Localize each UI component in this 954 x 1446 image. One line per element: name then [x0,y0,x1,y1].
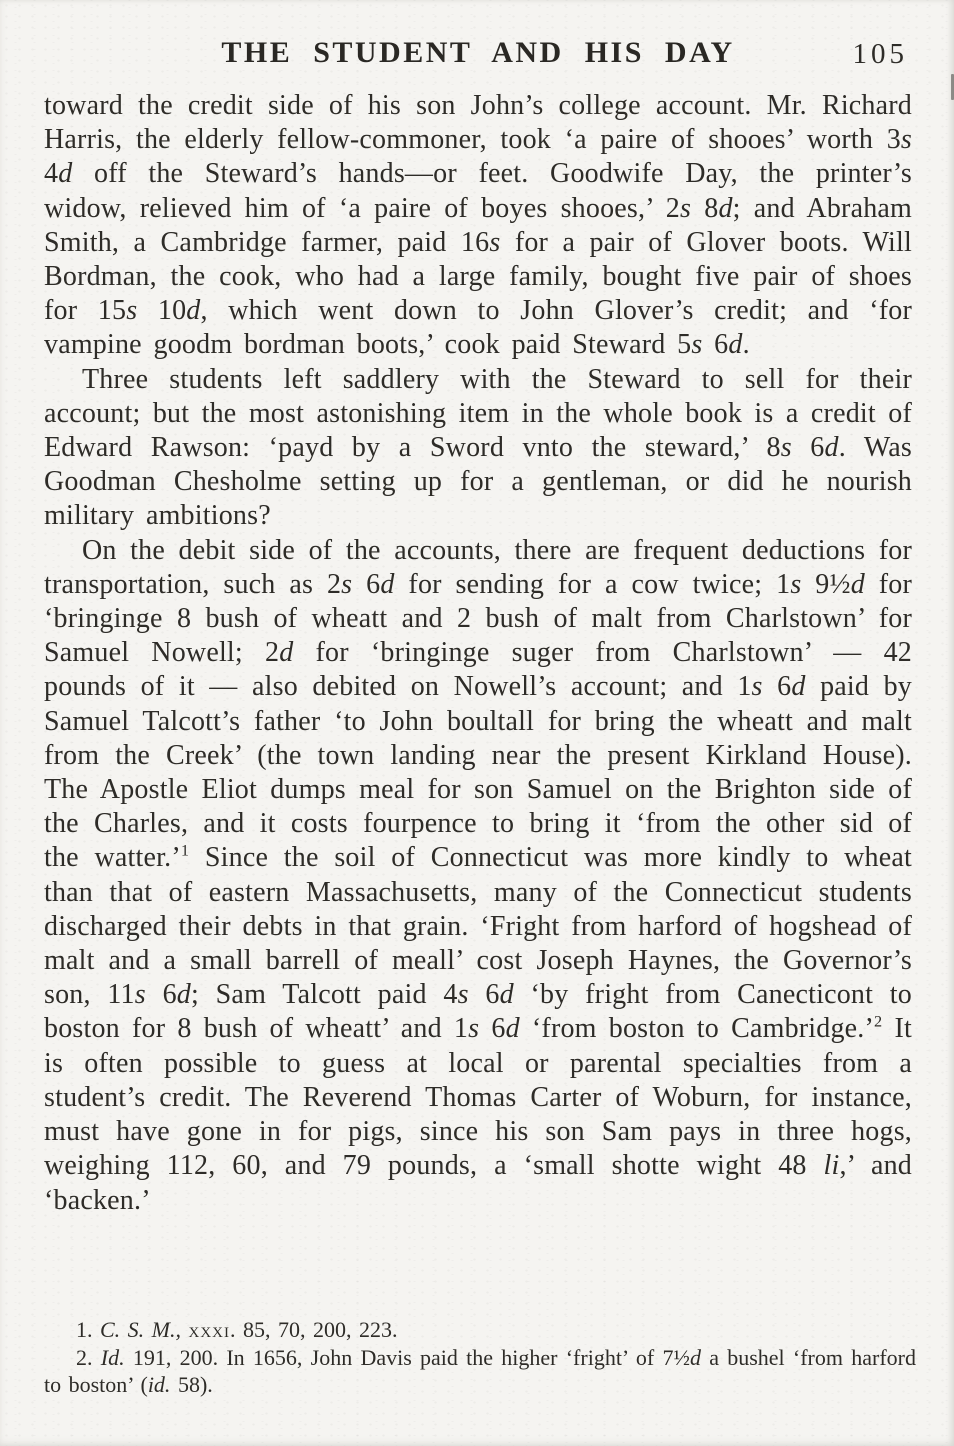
text-run: . [742,329,750,361]
footnote-marker: 1 [180,842,190,861]
text-run: 9½ [801,568,851,600]
text-run [181,1317,189,1342]
text-run: Three students left saddlery with the Steward to sell for their account; but the most astonishing item in the whole book is a credit of Edward Rawson: ‘payd by a Sword vnto the steward,’ 8 [44,363,912,464]
text-run: off the Steward’s hands—or feet. Goodwife Day, the printer’s widow, relieved him of ‘a paire of boyes shooes,’ 2 [44,158,912,224]
footnote [44,1316,916,1344]
paragraph [44,534,912,1218]
text-run: xxxi [188,1317,230,1342]
text-run: 6 [145,979,177,1011]
text-run: for ‘bringinge 8 bush of wheatt and 2 bush of malt from Charlstown’ for Samuel Nowell; 2 [44,568,913,669]
text-run: s [126,295,138,327]
text-run: s [680,192,692,224]
text-run: s [691,329,703,361]
text-run: paid by Samuel Talcott’s father ‘to John boultall for bring the wheatt and malt from the Creek’ (the town landing near the present Kirkland House). The Apostle Eliot dumps meal for son Samuel on the Brighton side of the Charles, and it costs fourpence to bring it ‘from the other sid of the watter.’ [44,671,912,874]
text-run: d [850,568,865,600]
text-run: d [718,192,733,224]
text-run: d [824,432,839,464]
page-content [44,36,912,1218]
text-run: 6 [352,568,381,600]
text-run: d [279,637,294,669]
text-run: , which went down to John Glover’s credit; and ‘for vampine goodm bordman boots,’ cook paid Steward 5 [44,295,912,361]
text-run: Id. [100,1344,125,1370]
text-run: 191, 200. In 1656, John Davis paid the higher ‘fright’ of 7½ [124,1344,690,1370]
text-run: . Was Goodman Chesholme setting up for a gentleman, or did he nourish military ambitions? [44,432,912,532]
text-run: 58). [170,1372,213,1397]
page-number: 105 [852,38,908,70]
text-run: d [499,979,514,1011]
text-run: ‘from boston to Cambridge.’ [519,1013,875,1045]
text-run: 6 [762,671,792,703]
text-run: ,’ and ‘backen.’ [44,1150,913,1216]
text-run: s [489,226,501,258]
text-run: 4 [44,158,59,190]
text-run: s [751,671,763,703]
page-header [44,36,912,82]
text-run: It is often possible to guess at local or parental specialties from a student’s credit. The Reverend Thomas Carter of Woburn, for instance, must have gone in for pigs, since his son Sam pays in three hogs, weighing 112, 60, and 79 pounds, a ‘small shotte wight 48 [44,1013,912,1182]
text-run: 2. [76,1344,101,1370]
text-run: 6 [479,1013,506,1045]
text-run: Since the soil of Connecticut was more kindly to wheat than that of eastern Massachusetts, many of the Connecticut students discharged their debts in that grain. ‘Fright from harford of hogshead of malt and a small barrell of meall’ cost Joseph Haynes, the Governor’s son, 11 [44,842,912,1011]
text-run: d [186,295,201,327]
footnote [44,1344,916,1399]
text-run: id. [147,1372,171,1397]
paragraph [44,363,912,534]
paragraph [44,89,912,363]
text-run: d [176,979,191,1011]
page-body-text [44,89,912,1218]
text-run: ; and Abraham Smith, a Cambridge farmer, paid 16 [44,192,913,258]
text-run: li [823,1150,840,1182]
text-run: s [790,568,802,600]
text-run: d [505,1013,520,1045]
text-run: s [134,979,146,1011]
text-run: toward the credit side of his son John’s college account. Mr. Richard Harris, the elderly fellow-commoner, took ‘a paire of shooes’ worth 3 [44,90,912,156]
text-run: for ‘bringinge suger from Charlstown’ — 42 pounds of it — also debited on Nowell’s account; and 1 [44,637,912,703]
text-run: s [468,1013,480,1045]
text-run: d [689,1344,701,1370]
text-run: 8 [691,192,719,224]
text-run: 1. [76,1317,100,1342]
text-run: a bushel ‘from harford to boston’ ( [44,1344,916,1397]
text-run: ‘by fright from Canecticont to boston for 8 bush of wheatt’ and 1 [44,979,912,1045]
text-run: . 85, 70, 200, 223. [230,1317,398,1342]
text-run: ; Sam Talcott paid 4 [190,979,458,1011]
text-run: s [457,979,469,1011]
text-run: 6 [468,979,500,1011]
text-run: s [341,568,353,600]
text-run: On the debit side of the accounts, there are frequent deductions for transportation, such as 2 [44,534,912,600]
text-run: d [728,329,743,361]
footnotes [44,1316,916,1399]
footnote-marker: 2 [874,1013,883,1032]
text-run: d [58,158,73,190]
text-run: for sending for a cow twice; 1 [394,568,791,600]
text-run: d [380,568,395,600]
text-run: s [780,432,792,464]
text-run: 6 [791,432,825,464]
text-run: 6 [702,329,729,361]
text-run: d [791,671,806,703]
text-run: C. S. M., [100,1317,181,1342]
text-run: 10 [137,295,187,327]
running-title: THE STUDENT AND HIS DAY [221,36,735,69]
text-run: for a pair of Glover boots. Will Bordman, the cook, who had a large family, bought five pair of shoes for 15 [44,226,912,327]
text-run: s [900,124,912,156]
